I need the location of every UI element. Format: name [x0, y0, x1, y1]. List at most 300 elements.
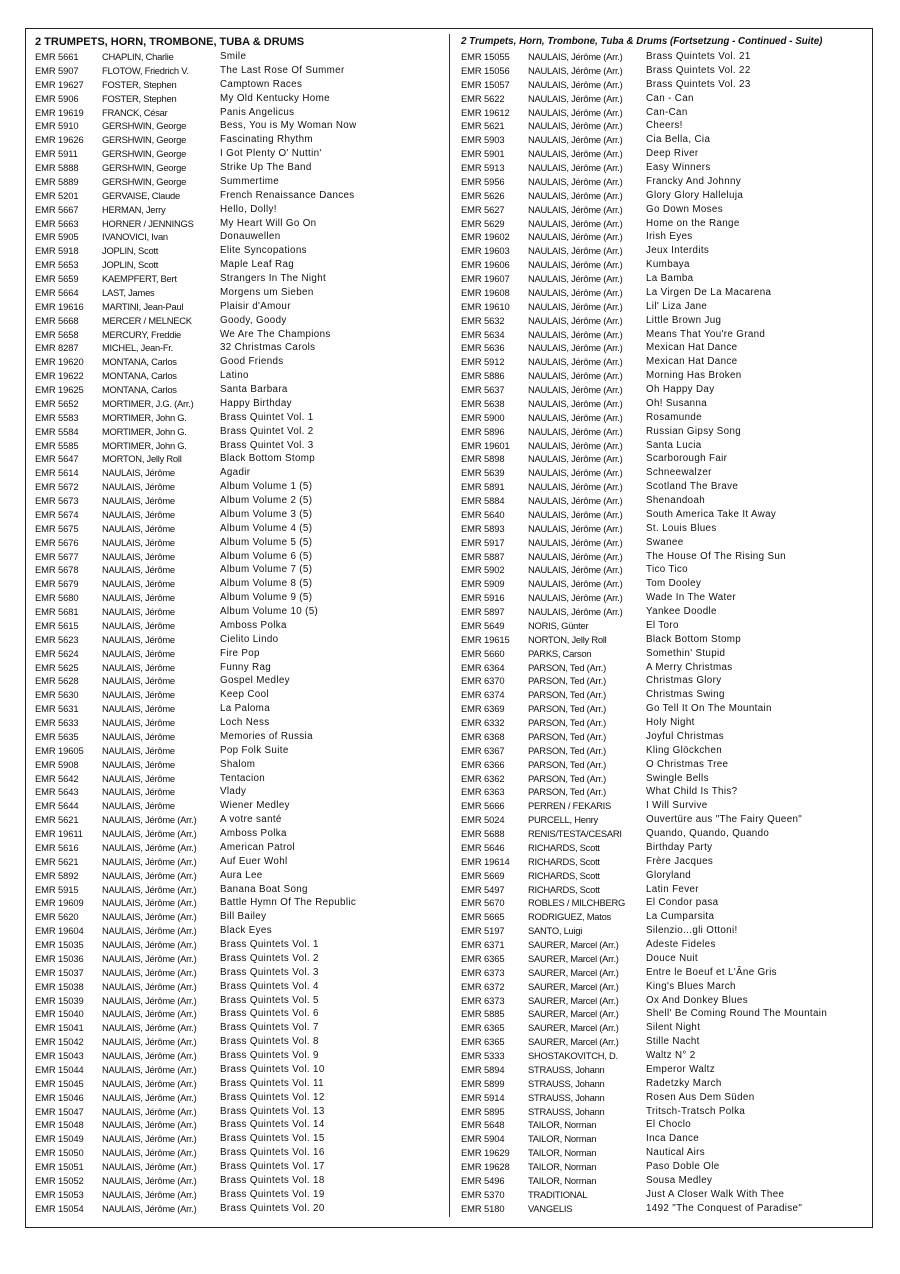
catalog-number: EMR 19605 [35, 744, 84, 756]
catalog-entry [461, 744, 867, 758]
piece-title: Mexican Hat Dance [646, 356, 738, 368]
piece-title: The House Of The Rising Sun [646, 550, 786, 562]
catalog-number: EMR 6368 [461, 730, 505, 742]
catalog-number: EMR 19627 [35, 78, 84, 90]
catalog-entry [35, 1188, 443, 1202]
composer-name: CHAPLIN, Charlie [102, 51, 174, 62]
piece-title: Bill Bailey [220, 911, 267, 923]
composer-name: NAULAIS, Jérôme [102, 647, 175, 659]
catalog-entry [35, 591, 443, 605]
composer-name: NAULAIS, Jérôme (Arr.) [102, 814, 197, 826]
composer-name: NAULAIS, Jérôme (Arr.) [528, 189, 623, 201]
catalog-number: EMR 5905 [35, 231, 79, 243]
column-divider [449, 34, 450, 1217]
catalog-entry [35, 397, 443, 411]
composer-name: NAULAIS, Jérôme [102, 661, 175, 673]
catalog-entry [461, 758, 867, 772]
piece-title: Brass Quintet Vol. 1 [220, 411, 314, 423]
catalog-entry [35, 910, 443, 924]
catalog-entry [35, 647, 443, 661]
piece-title: Shalom [220, 758, 256, 770]
catalog-number: EMR 15040 [35, 1008, 84, 1020]
catalog-number: EMR 15035 [35, 939, 84, 950]
catalog-number: EMR 5646 [461, 841, 505, 853]
piece-title: El Condor pasa [646, 897, 719, 909]
composer-name: NAULAIS, Jérôme (Arr.) [528, 550, 623, 562]
composer-name: NAULAIS, Jérôme (Arr.) [528, 467, 623, 479]
composer-name: NAULAIS, Jérôme [102, 689, 175, 701]
catalog-entry [461, 425, 867, 439]
catalog-number: EMR 5916 [461, 592, 505, 604]
catalog-number: EMR 5653 [35, 259, 79, 271]
catalog-entry [35, 896, 443, 910]
composer-name: GERVAISE, Claude [102, 189, 180, 201]
catalog-entry [35, 619, 443, 633]
piece-title: Can-Can [646, 106, 688, 118]
composer-name: SAURER, Marcel (Arr.) [528, 939, 619, 950]
catalog-entry [35, 466, 443, 480]
piece-title: Silenzio...gli Ottoni! [646, 925, 738, 937]
composer-name: NAULAIS, Jérôme [102, 522, 175, 534]
catalog-number: EMR 6332 [461, 717, 505, 728]
catalog-number: EMR 19609 [35, 897, 84, 909]
composer-name: NAULAIS, Jérôme (Arr.) [528, 217, 623, 229]
catalog-number: EMR 5956 [461, 175, 505, 187]
catalog-number: EMR 8287 [35, 342, 79, 354]
composer-name: STRAUSS, Johann [528, 1077, 605, 1089]
piece-title: Hello, Dolly! [220, 203, 277, 215]
piece-title: Shell' Be Coming Round The Mountain [646, 1008, 828, 1020]
composer-name: NAULAIS, Jérôme [102, 633, 175, 645]
composer-name: NAULAIS, Jérôme (Arr.) [102, 1119, 197, 1131]
catalog-entry [35, 563, 443, 577]
catalog-number: EMR 5668 [35, 314, 79, 326]
piece-title: Radetzky March [646, 1077, 722, 1089]
catalog-entry [35, 64, 443, 78]
catalog-entry [35, 1091, 443, 1105]
composer-name: NAULAIS, Jérôme (Arr.) [528, 453, 623, 465]
piece-title: Deep River [646, 148, 699, 160]
composer-name: NAULAIS, Jérôme (Arr.) [102, 897, 197, 909]
piece-title: Brass Quintets Vol. 1 [220, 939, 319, 950]
catalog-entry [35, 841, 443, 855]
catalog-entry [461, 674, 867, 688]
piece-title: Brass Quintets Vol. 15 [220, 1133, 325, 1145]
catalog-number: EMR 6365 [461, 1022, 505, 1034]
catalog-entry [35, 702, 443, 716]
piece-title: Battle Hymn Of The Republic [220, 897, 357, 909]
piece-title: Santa Barbara [220, 384, 288, 395]
piece-title: Keep Cool [220, 689, 269, 701]
piece-title: Glory Glory Halleluja [646, 189, 744, 201]
piece-title: A Merry Christmas [646, 661, 733, 673]
catalog-entry [35, 439, 443, 453]
composer-name: SAURER, Marcel (Arr.) [528, 1022, 619, 1034]
composer-name: MORTIMER, J.G. (Arr.) [102, 397, 194, 409]
catalog-number: EMR 5669 [461, 869, 505, 881]
catalog-number: EMR 19608 [461, 286, 510, 298]
catalog-number: EMR 5621 [461, 120, 505, 132]
catalog-entry [35, 1035, 443, 1049]
catalog-entry [461, 1049, 867, 1063]
piece-title: French Renaissance Dances [220, 189, 355, 201]
catalog-number: EMR 6369 [461, 703, 505, 715]
catalog-entry [35, 994, 443, 1008]
piece-title: Kumbaya [646, 259, 690, 271]
composer-name: NAULAIS, Jérôme (Arr.) [528, 259, 623, 271]
catalog-entry [35, 286, 443, 300]
catalog-number: EMR 19625 [35, 384, 84, 395]
piece-title: Tico Tico [646, 564, 688, 576]
composer-name: RICHARDS, Scott [528, 869, 600, 881]
composer-name: NAULAIS, Jérôme (Arr.) [102, 1050, 197, 1061]
piece-title: Means That You're Grand [646, 328, 766, 340]
piece-title: Schneewalzer [646, 467, 712, 479]
catalog-entry [461, 716, 867, 730]
composer-name: NAULAIS, Jérôme [102, 703, 175, 715]
piece-title: Nautical Airs [646, 1147, 705, 1159]
piece-title: Good Friends [220, 356, 284, 368]
catalog-entry [461, 605, 867, 619]
catalog-number: EMR 5918 [35, 245, 79, 257]
catalog-entry [461, 147, 867, 161]
composer-name: NAULAIS, Jérôme (Arr.) [528, 384, 623, 395]
composer-name: NAULAIS, Jérôme (Arr.) [528, 508, 623, 520]
catalog-number: EMR 19616 [35, 300, 84, 312]
catalog-entry [35, 258, 443, 272]
composer-name: RICHARDS, Scott [528, 855, 600, 867]
piece-title: Tentacion [220, 772, 266, 784]
catalog-entry [461, 466, 867, 480]
catalog-entry [35, 869, 443, 883]
catalog-entry [461, 591, 867, 605]
catalog-number: EMR 5633 [35, 717, 79, 728]
composer-name: MORTIMER, John G. [102, 439, 187, 451]
piece-title: Yankee Doodle [646, 606, 717, 617]
composer-name: NAULAIS, Jérôme [102, 675, 175, 687]
catalog-entry [461, 813, 867, 827]
catalog-number: EMR 5644 [35, 800, 79, 812]
piece-title: Elite Syncopations [220, 245, 307, 257]
composer-name: PARSON, Ted (Arr.) [528, 689, 606, 701]
catalog-entry [35, 550, 443, 564]
catalog-entry [461, 869, 867, 883]
composer-name: ROBLES / MILCHBERG [528, 897, 626, 909]
composer-name: PARSON, Ted (Arr.) [528, 786, 606, 798]
catalog-entry [461, 494, 867, 508]
piece-title: The Last Rose Of Summer [220, 64, 345, 76]
catalog-number: EMR 5370 [461, 1188, 505, 1200]
composer-name: SAURER, Marcel (Arr.) [528, 952, 619, 964]
catalog-entry [461, 522, 867, 536]
catalog-number: EMR 5884 [461, 495, 505, 506]
catalog-number: EMR 5678 [35, 564, 79, 576]
catalog-entry [461, 508, 867, 522]
piece-title: Francky And Johnny [646, 175, 742, 187]
piece-title: Cielito Lindo [220, 633, 279, 645]
catalog-entry [461, 688, 867, 702]
piece-title: Easy Winners [646, 162, 711, 173]
piece-title: Brass Quintets Vol. 7 [220, 1022, 319, 1034]
piece-title: Sousa Medley [646, 1174, 713, 1186]
catalog-number: EMR 5625 [35, 661, 79, 673]
piece-title: Pop Folk Suite [220, 744, 289, 756]
composer-name: HERMAN, Jerry [102, 203, 166, 215]
composer-name: PARSON, Ted (Arr.) [528, 744, 606, 756]
catalog-number: EMR 6362 [461, 772, 505, 784]
catalog-entry [35, 452, 443, 466]
composer-name: PARSON, Ted (Arr.) [528, 772, 606, 784]
catalog-number: EMR 5663 [35, 217, 79, 229]
catalog-number: EMR 15050 [35, 1147, 84, 1159]
piece-title: Latino [220, 370, 249, 382]
composer-name: NAULAIS, Jérôme (Arr.) [102, 952, 197, 964]
composer-name: SAURER, Marcel (Arr.) [528, 966, 619, 978]
piece-title: Ox And Donkey Blues [646, 994, 748, 1006]
piece-title: King's Blues March [646, 980, 736, 992]
catalog-entry [461, 64, 867, 78]
piece-title: Brass Quintets Vol. 8 [220, 1036, 319, 1048]
catalog-entry [35, 716, 443, 730]
piece-title: Irish Eyes [646, 231, 693, 243]
piece-title: Album Volume 4 (5) [220, 522, 313, 534]
catalog-number: EMR 5670 [461, 897, 505, 909]
piece-title: Brass Quintets Vol. 17 [220, 1161, 325, 1172]
composer-name: NAULAIS, Jérôme (Arr.) [528, 592, 623, 604]
catalog-entry [461, 1188, 867, 1202]
piece-title: Black Bottom Stomp [220, 453, 316, 465]
composer-name: NAULAIS, Jérôme (Arr.) [528, 495, 623, 506]
piece-title: Brass Quintets Vol. 22 [646, 64, 751, 76]
composer-name: NAULAIS, Jérôme (Arr.) [528, 231, 623, 243]
catalog-entry [461, 258, 867, 272]
catalog-entry [35, 189, 443, 203]
composer-name: NAULAIS, Jérôme (Arr.) [528, 356, 623, 368]
catalog-entry [461, 369, 867, 383]
piece-title: El Choclo [646, 1119, 692, 1131]
piece-title: Brass Quintets Vol. 23 [646, 78, 751, 90]
catalog-entry [35, 577, 443, 591]
piece-title: Tritsch-Tratsch Polka [646, 1105, 746, 1117]
catalog-number: EMR 5893 [461, 522, 505, 534]
catalog-number: EMR 19614 [461, 855, 510, 867]
composer-name: GERSHWIN, George [102, 120, 187, 132]
catalog-number: EMR 19604 [35, 925, 84, 937]
composer-name: NAULAIS, Jérôme (Arr.) [102, 1161, 197, 1172]
catalog-number: EMR 6367 [461, 744, 505, 756]
composer-name: NAULAIS, Jérôme (Arr.) [528, 536, 623, 548]
composer-name: NAULAIS, Jérôme (Arr.) [102, 994, 197, 1006]
catalog-entry [461, 230, 867, 244]
catalog-entry [35, 328, 443, 342]
catalog-entry [461, 619, 867, 633]
catalog-entry [35, 411, 443, 425]
composer-name: NAULAIS, Jérôme (Arr.) [528, 286, 623, 298]
catalog-number: EMR 5658 [35, 328, 79, 340]
catalog-number: EMR 5898 [461, 453, 505, 465]
catalog-number: EMR 15039 [35, 994, 84, 1006]
composer-name: MERCURY, Freddie [102, 328, 182, 340]
piece-title: Cia Bella, Cia [646, 134, 711, 146]
catalog-entry [461, 355, 867, 369]
catalog-entry [461, 244, 867, 258]
composer-name: TRADITIONAL [528, 1188, 588, 1200]
piece-title: Oh! Susanna [646, 397, 708, 409]
piece-title: Brass Quintets Vol. 9 [220, 1050, 319, 1061]
piece-title: Amboss Polka [220, 828, 287, 839]
catalog-number: EMR 5906 [35, 92, 79, 104]
catalog-entry [35, 938, 443, 952]
composer-name: NAULAIS, Jérôme (Arr.) [528, 148, 623, 160]
piece-title: Just A Closer Walk With Thee [646, 1188, 785, 1200]
catalog-list [35, 50, 443, 1216]
piece-title: Scotland The Brave [646, 481, 739, 493]
catalog-number: EMR 5497 [461, 883, 505, 895]
composer-name: NAULAIS, Jérôme [102, 786, 175, 798]
catalog-number: EMR 5900 [461, 411, 505, 423]
piece-title: Somethin' Stupid [646, 647, 726, 659]
catalog-entry [461, 910, 867, 924]
piece-title: Quando, Quando, Quando [646, 828, 770, 839]
catalog-number: EMR 15045 [35, 1077, 84, 1089]
catalog-number: EMR 5629 [461, 217, 505, 229]
catalog-entry [35, 772, 443, 786]
composer-name: GERSHWIN, George [102, 134, 187, 146]
catalog-entry [461, 78, 867, 92]
catalog-entry [35, 674, 443, 688]
composer-name: NAULAIS, Jérôme (Arr.) [528, 522, 623, 534]
composer-name: TAILOR, Norman [528, 1174, 597, 1186]
catalog-number: EMR 5676 [35, 536, 79, 548]
piece-title: Album Volume 3 (5) [220, 508, 313, 520]
composer-name: NAULAIS, Jérôme (Arr.) [102, 1133, 197, 1145]
piece-title: Funny Rag [220, 661, 272, 673]
catalog-number: EMR 5630 [35, 689, 79, 701]
composer-name: NAULAIS, Jérôme (Arr.) [102, 1188, 197, 1200]
composer-name: GERSHWIN, George [102, 175, 187, 187]
catalog-number: EMR 5681 [35, 606, 79, 617]
composer-name: PARSON, Ted (Arr.) [528, 758, 606, 770]
piece-title: Brass Quintet Vol. 2 [220, 425, 314, 437]
catalog-number: EMR 5621 [35, 855, 79, 867]
composer-name: NAULAIS, Jérôme [102, 481, 175, 493]
piece-title: 1492 "The Conquest of Paradise" [646, 1202, 803, 1214]
catalog-entry [461, 841, 867, 855]
piece-title: Brass Quintets Vol. 14 [220, 1119, 325, 1131]
catalog-entry [461, 633, 867, 647]
catalog-number: EMR 5621 [35, 814, 79, 826]
piece-title: Wiener Medley [220, 800, 290, 812]
piece-title: My Old Kentucky Home [220, 92, 330, 104]
catalog-entry [35, 50, 443, 64]
composer-name: NAULAIS, Jérôme [102, 578, 175, 590]
composer-name: PARSON, Ted (Arr.) [528, 703, 606, 715]
catalog-number: EMR 5909 [461, 578, 505, 590]
catalog-entry [461, 119, 867, 133]
piece-title: South America Take It Away [646, 508, 777, 520]
piece-title: Entre le Boeuf et L'Âne Gris [646, 966, 777, 978]
catalog-entry [35, 1007, 443, 1021]
catalog-number: EMR 15057 [461, 78, 510, 90]
piece-title: Paso Doble Ole [646, 1161, 720, 1172]
piece-title: Jeux Interdits [646, 245, 710, 257]
catalog-number: EMR 5637 [461, 384, 505, 395]
piece-title: Brass Quintets Vol. 19 [220, 1188, 325, 1200]
catalog-entry [461, 272, 867, 286]
composer-name: SAURER, Marcel (Arr.) [528, 994, 619, 1006]
catalog-number: EMR 5892 [35, 869, 79, 881]
catalog-number: EMR 5911 [35, 148, 78, 160]
piece-title: Camptown Races [220, 78, 303, 90]
piece-title: St. Louis Blues [646, 522, 717, 534]
composer-name: NAULAIS, Jérôme (Arr.) [102, 828, 197, 839]
piece-title: O Christmas Tree [646, 758, 729, 770]
piece-title: Mexican Hat Dance [646, 342, 738, 354]
composer-name: RICHARDS, Scott [528, 841, 600, 853]
piece-title: Little Brown Jug [646, 314, 722, 326]
piece-title: Russian Gipsy Song [646, 425, 742, 437]
catalog-entry [35, 508, 443, 522]
catalog-entry [461, 189, 867, 203]
catalog-number: EMR 15041 [35, 1022, 84, 1034]
composer-name: RENIS/TESTA/CESARI [528, 828, 622, 839]
catalog-entry [461, 1091, 867, 1105]
catalog-number: EMR 6364 [461, 661, 505, 673]
composer-name: NAULAIS, Jérôme (Arr.) [528, 314, 623, 326]
catalog-number: EMR 5679 [35, 578, 79, 590]
catalog-number: EMR 5680 [35, 592, 79, 604]
catalog-number: EMR 5636 [461, 342, 505, 354]
piece-title: Go Down Moses [646, 203, 723, 215]
piece-title: Vlady [220, 786, 247, 798]
catalog-number: EMR 5624 [35, 647, 79, 659]
catalog-number: EMR 5889 [35, 175, 79, 187]
catalog-entry [461, 1132, 867, 1146]
catalog-column-left [35, 34, 443, 1216]
piece-title: Album Volume 10 (5) [220, 606, 319, 617]
catalog-number: EMR 19615 [461, 633, 510, 645]
piece-title: Holy Night [646, 717, 695, 728]
piece-title: Donauwellen [220, 231, 281, 243]
catalog-entry [35, 605, 443, 619]
catalog-number: EMR 5627 [461, 203, 505, 215]
catalog-entry [35, 78, 443, 92]
catalog-number: EMR 15056 [461, 64, 510, 76]
composer-name: FLOTOW, Friedrich V. [102, 64, 189, 76]
catalog-entry [461, 1007, 867, 1021]
catalog-entry [461, 175, 867, 189]
composer-name: MORTIMER, John G. [102, 425, 187, 437]
composer-name: NAULAIS, Jérôme [102, 564, 175, 576]
composer-name: NAULAIS, Jérôme [102, 744, 175, 756]
catalog-number: EMR 5895 [461, 1105, 505, 1117]
composer-name: NAULAIS, Jérôme [102, 619, 175, 631]
composer-name: MORTIMER, John G. [102, 411, 187, 423]
composer-name: JOPLIN, Scott [102, 259, 159, 271]
catalog-number: EMR 5908 [35, 758, 79, 770]
piece-title: Home on the Range [646, 217, 740, 229]
piece-title: 32 Christmas Carols [220, 342, 316, 354]
piece-title: Album Volume 9 (5) [220, 592, 313, 604]
catalog-number: EMR 5584 [35, 425, 79, 437]
catalog-entry [35, 730, 443, 744]
catalog-number: EMR 5652 [35, 397, 79, 409]
composer-name: NAULAIS, Jérôme (Arr.) [102, 939, 197, 950]
catalog-number: EMR 5616 [35, 841, 79, 853]
composer-name: NAULAIS, Jérôme (Arr.) [528, 370, 623, 382]
piece-title: Album Volume 7 (5) [220, 564, 313, 576]
piece-title: Auf Euer Wohl [220, 855, 288, 867]
